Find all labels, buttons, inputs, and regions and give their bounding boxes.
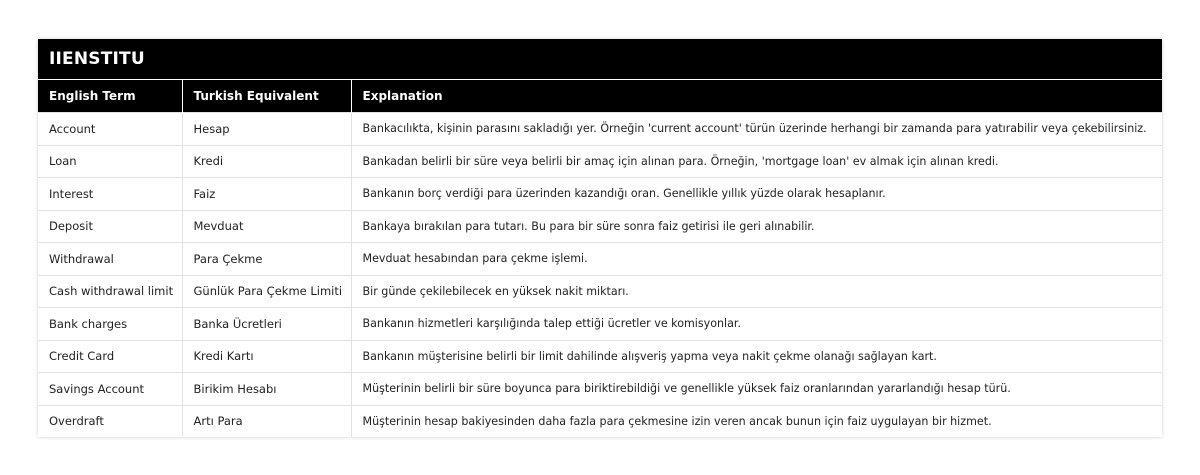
cell-turkish-equivalent: Kredi (182, 145, 351, 178)
cell-explanation: Bankadan belirli bir süre veya belirli bir amaç için alınan para. Örneğin, 'mortgage loan' ev almak için alınan kredi. (351, 145, 1162, 178)
cell-english-term: Account (38, 113, 182, 146)
cell-explanation: Müşterinin hesap bakiyesinden daha fazla para çekmesine izin veren ancak bunun için faiz uygulayan bir hizmet. (351, 405, 1162, 437)
glossary-table-card (38, 39, 1162, 437)
table-row (38, 373, 1162, 406)
cell-turkish-equivalent: Günlük Para Çekme Limiti (182, 275, 351, 308)
cell-explanation: Mevduat hesabından para çekme işlemi. (351, 243, 1162, 276)
header-turkish-equivalent: Turkish Equivalent (182, 80, 351, 113)
cell-explanation: Bankanın hizmetleri karşılığında talep ettiği ücretler ve komisyonlar. (351, 308, 1162, 341)
glossary-table (38, 80, 1162, 437)
cell-english-term: Withdrawal (38, 243, 182, 276)
cell-turkish-equivalent: Faiz (182, 178, 351, 211)
table-row (38, 145, 1162, 178)
table-row (38, 243, 1162, 276)
cell-turkish-equivalent: Birikim Hesabı (182, 373, 351, 406)
cell-english-term: Credit Card (38, 340, 182, 373)
cell-english-term: Overdraft (38, 405, 182, 437)
cell-explanation: Bankanın müşterisine belirli bir limit dahilinde alışveriş yapma veya nakit çekme olanağı sağlayan kart. (351, 340, 1162, 373)
table-row (38, 405, 1162, 437)
cell-turkish-equivalent: Hesap (182, 113, 351, 146)
cell-english-term: Loan (38, 145, 182, 178)
brand-header (38, 39, 1162, 80)
cell-turkish-equivalent: Para Çekme (182, 243, 351, 276)
brand-name: IIENSTITU (49, 49, 145, 69)
cell-turkish-equivalent: Banka Ücretleri (182, 308, 351, 341)
cell-explanation: Bankacılıkta, kişinin parasını sakladığı yer. Örneğin 'current account' türün üzerinde herhangi bir zamanda para yatırabilir veya çekebilirsiniz. (351, 113, 1162, 146)
cell-english-term: Bank charges (38, 308, 182, 341)
cell-explanation: Bankanın borç verdiği para üzerinden kazandığı oran. Genellikle yıllık yüzde olarak hesaplanır. (351, 178, 1162, 211)
table-row (38, 275, 1162, 308)
table-row (38, 178, 1162, 211)
cell-explanation: Müşterinin belirli bir süre boyunca para biriktirebildiği ve genellikle yüksek faiz oranlarından yararlandığı hesap türü. (351, 373, 1162, 406)
cell-english-term: Interest (38, 178, 182, 211)
table-row (38, 340, 1162, 373)
cell-explanation: Bir günde çekilebilecek en yüksek nakit miktarı. (351, 275, 1162, 308)
cell-turkish-equivalent: Artı Para (182, 405, 351, 437)
cell-english-term: Deposit (38, 210, 182, 243)
cell-explanation: Bankaya bırakılan para tutarı. Bu para bir süre sonra faiz getirisi ile geri alınabilir. (351, 210, 1162, 243)
table-row (38, 113, 1162, 146)
cell-english-term: Savings Account (38, 373, 182, 406)
table-row (38, 308, 1162, 341)
header-explanation: Explanation (351, 80, 1162, 113)
cell-english-term: Cash withdrawal limit (38, 275, 182, 308)
table-header-row (38, 80, 1162, 113)
header-english-term: English Term (38, 80, 182, 113)
cell-turkish-equivalent: Kredi Kartı (182, 340, 351, 373)
cell-turkish-equivalent: Mevduat (182, 210, 351, 243)
table-row (38, 210, 1162, 243)
